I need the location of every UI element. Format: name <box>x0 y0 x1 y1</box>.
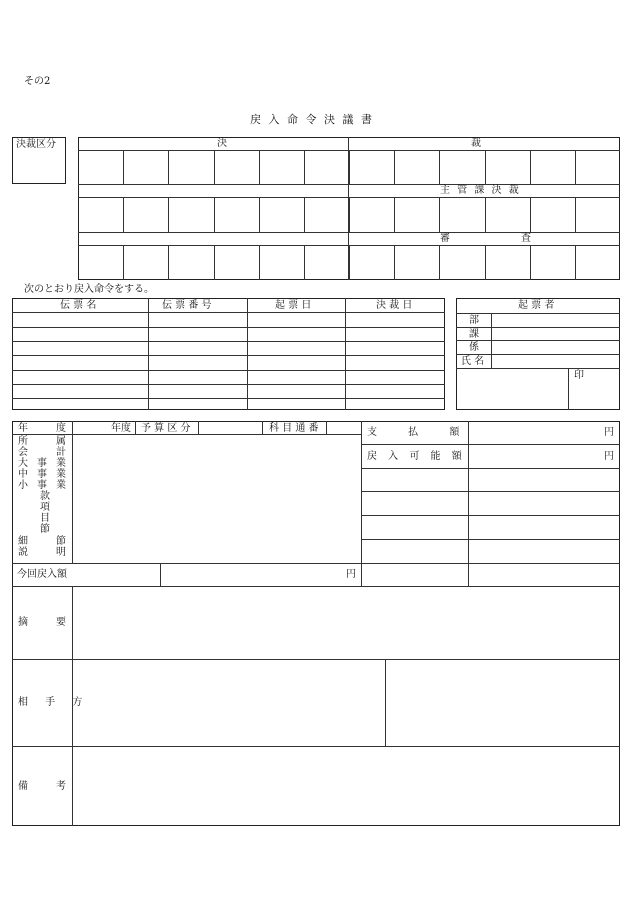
main-frame <box>12 421 620 826</box>
grid-line <box>148 298 149 410</box>
year-unit: 年度 <box>111 423 131 434</box>
grid-line <box>361 491 620 492</box>
approval-cell-divider <box>394 197 395 232</box>
approval-cell-divider <box>304 245 305 280</box>
seal-label: 印 <box>574 370 584 381</box>
grid-line <box>361 515 620 516</box>
grid-line <box>491 313 492 368</box>
remarks-label: 備 考 <box>18 781 66 792</box>
issuer-header: 起 票 者 <box>518 300 555 311</box>
item-label: 説 明 <box>18 547 66 558</box>
approval-cell-divider <box>349 197 350 232</box>
approval-cell-divider <box>485 150 486 184</box>
grid-line <box>456 327 620 328</box>
grid-line <box>247 298 248 410</box>
approval-cell-divider <box>168 245 169 280</box>
item-label: 会 計 <box>18 447 66 458</box>
column-header: 決 裁 日 <box>376 300 413 311</box>
approval-cell-divider <box>575 245 576 280</box>
voucher-table-frame <box>12 298 445 410</box>
grid-line <box>456 313 620 314</box>
decision-right-label: 裁 <box>471 138 481 149</box>
approval-cell-divider <box>349 150 350 184</box>
grid-line <box>345 298 346 410</box>
item-label: 所 属 <box>18 436 66 447</box>
grid-line <box>361 468 620 469</box>
grid-line <box>198 421 199 434</box>
approval-cell-divider <box>349 245 350 280</box>
item-label: 中 事 業 <box>18 469 66 480</box>
returnable-amount-label: 戻 入 可 能 額 <box>367 451 466 462</box>
approval-cell-divider <box>439 245 440 280</box>
current-return-yen: 円 <box>346 569 356 580</box>
approval-cell-divider <box>123 150 124 184</box>
approval-cell-divider <box>439 150 440 184</box>
instruction-text: 次のとおり戻入命令をする。 <box>24 284 154 295</box>
table-row-divider <box>12 312 445 313</box>
column-header: 伝 票 番 号 <box>162 300 212 311</box>
grid-line <box>12 659 620 660</box>
approval-cell-divider <box>394 245 395 280</box>
grid-line <box>12 586 620 587</box>
grid-line <box>78 184 620 185</box>
grid-line <box>468 421 469 586</box>
grid-line <box>456 368 620 369</box>
approval-cell-divider <box>259 197 260 232</box>
approval-cell-divider <box>575 150 576 184</box>
approval-cell-divider <box>259 245 260 280</box>
approval-cell-divider <box>530 245 531 280</box>
table-row-divider <box>12 370 445 371</box>
grid-line <box>361 444 620 445</box>
item-label: 款 <box>40 491 50 502</box>
decision-category-label: 決裁区分 <box>16 139 56 150</box>
issuer-section: 課 <box>469 329 479 340</box>
audit-left-label: 審 <box>440 233 450 244</box>
table-row-divider <box>12 355 445 356</box>
year-label: 年 度 <box>18 423 66 434</box>
item-label: 大 事 業 <box>18 458 66 469</box>
manager-approval-label: 主 管 課 決 裁 <box>440 185 521 196</box>
grid-line <box>456 354 620 355</box>
counterparty-label: 相 手 方 <box>18 697 90 708</box>
grid-line <box>361 421 362 586</box>
table-row-divider <box>12 384 445 385</box>
payment-amount-label: 支 払 額 <box>367 427 474 438</box>
current-return-label: 今回戻入額 <box>17 569 67 580</box>
grid-line <box>12 434 361 435</box>
page-label: その2 <box>24 76 51 87</box>
issuer-department: 部 <box>469 315 479 326</box>
item-label: 目 <box>40 513 50 524</box>
column-header: 起 票 日 <box>275 300 312 311</box>
approval-cell-divider <box>123 197 124 232</box>
approval-cell-divider <box>485 245 486 280</box>
grid-line <box>361 539 620 540</box>
approval-cell-divider <box>439 197 440 232</box>
item-label: 項 <box>40 502 50 513</box>
item-label: 節 <box>40 524 50 535</box>
approval-cell-divider <box>259 150 260 184</box>
issuer-name: 氏 名 <box>461 356 485 367</box>
approval-cell-divider <box>214 150 215 184</box>
item-label: 小 事 業 <box>18 480 66 491</box>
approval-cell-divider <box>168 197 169 232</box>
grid-line <box>326 421 327 434</box>
approval-cell-divider <box>575 197 576 232</box>
grid-line <box>72 421 73 563</box>
grid-line <box>78 232 620 233</box>
grid-line <box>12 563 620 564</box>
approval-cell-divider <box>214 245 215 280</box>
approval-cell-divider <box>168 150 169 184</box>
approval-cell-divider <box>123 245 124 280</box>
grid-line <box>12 746 620 747</box>
summary-label: 摘 要 <box>18 617 66 628</box>
approval-cell-divider <box>530 197 531 232</box>
approval-cell-divider <box>394 150 395 184</box>
grid-line <box>385 659 386 746</box>
document-title: 戻 入 命 令 決 議 書 <box>250 113 374 126</box>
issuer-unit: 係 <box>469 342 479 353</box>
approval-cell-divider <box>304 197 305 232</box>
approval-cell-divider <box>530 150 531 184</box>
table-row-divider <box>12 398 445 399</box>
approval-cell-divider <box>214 197 215 232</box>
account-number-label: 科 目 通 番 <box>269 423 319 434</box>
approval-cell-divider <box>304 150 305 184</box>
table-row-divider <box>12 341 445 342</box>
budget-class-label: 予 算 区 分 <box>141 423 191 434</box>
grid-line <box>456 340 620 341</box>
returnable-yen: 円 <box>604 451 614 462</box>
table-row-divider <box>12 327 445 328</box>
item-label: 細 節 <box>18 536 66 547</box>
grid-line <box>262 421 263 434</box>
audit-right-label: 査 <box>521 233 531 244</box>
decision-left-label: 決 <box>217 138 227 149</box>
payment-yen: 円 <box>604 427 614 438</box>
grid-line <box>135 421 136 434</box>
column-header: 伝 票 名 <box>60 300 97 311</box>
grid-line <box>568 368 569 410</box>
approval-cell-divider <box>485 197 486 232</box>
grid-line <box>160 563 161 586</box>
